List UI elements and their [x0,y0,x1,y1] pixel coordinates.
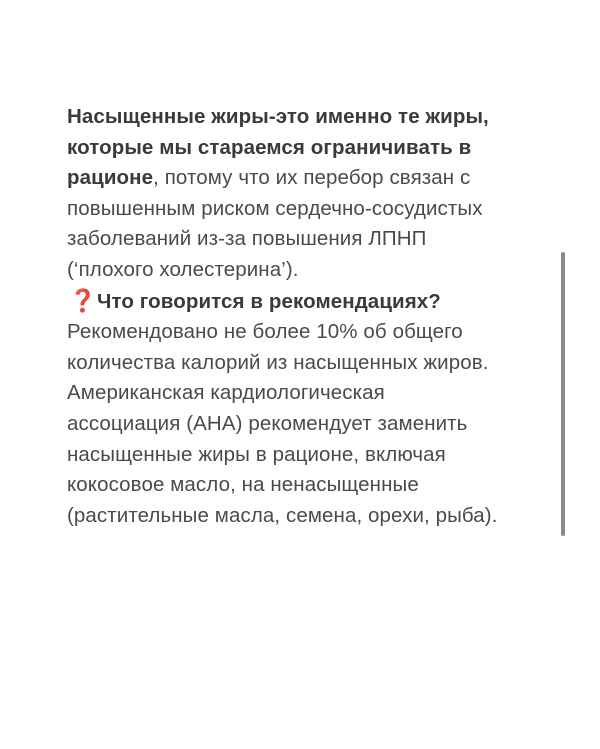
paragraph2-line4: ассоциация (АНА) рекомендует заменить [67,411,468,435]
paragraph1-line5: заболеваний из-за повышения ЛПНП [67,227,427,251]
paragraph2-line5: насыщенные жиры в рационе, включая [67,442,446,466]
vertical-scrollbar[interactable] [561,252,565,536]
paragraph2-line2: количества калорий из насыщенных жиров. [67,350,489,374]
paragraph2-line7: (растительные масла, семена, орехи, рыба). [67,503,498,527]
paragraph2-line3: Американская кардиологическая [67,381,385,405]
question-mark-icon: ❓ [69,287,97,313]
paragraph1-line3-rest: , потому что их перебор связан с [153,166,471,190]
heading-text: Что говорится в рекомендациях? [97,289,441,313]
paragraph1-line4: повышенным риском сердечно-сосудистых [67,196,483,220]
paragraph1-line1: Насыщенные жиры-это именно те жиры, [67,105,489,128]
section-heading [67,286,567,318]
paragraph1-line3-bold: рационе [67,166,154,190]
paragraph1-line2: которые мы стараемся ограничивать в [67,135,472,159]
paragraph1-line6: (‘плохого холестерина’). [67,257,299,281]
paragraph2-line6: кокосовое масло, на ненасыщенные [67,473,419,497]
article-text [67,102,567,531]
paragraph2-line1: Рекомендовано не более 10% об общего [67,320,463,344]
paragraph1-line3 [67,163,567,194]
